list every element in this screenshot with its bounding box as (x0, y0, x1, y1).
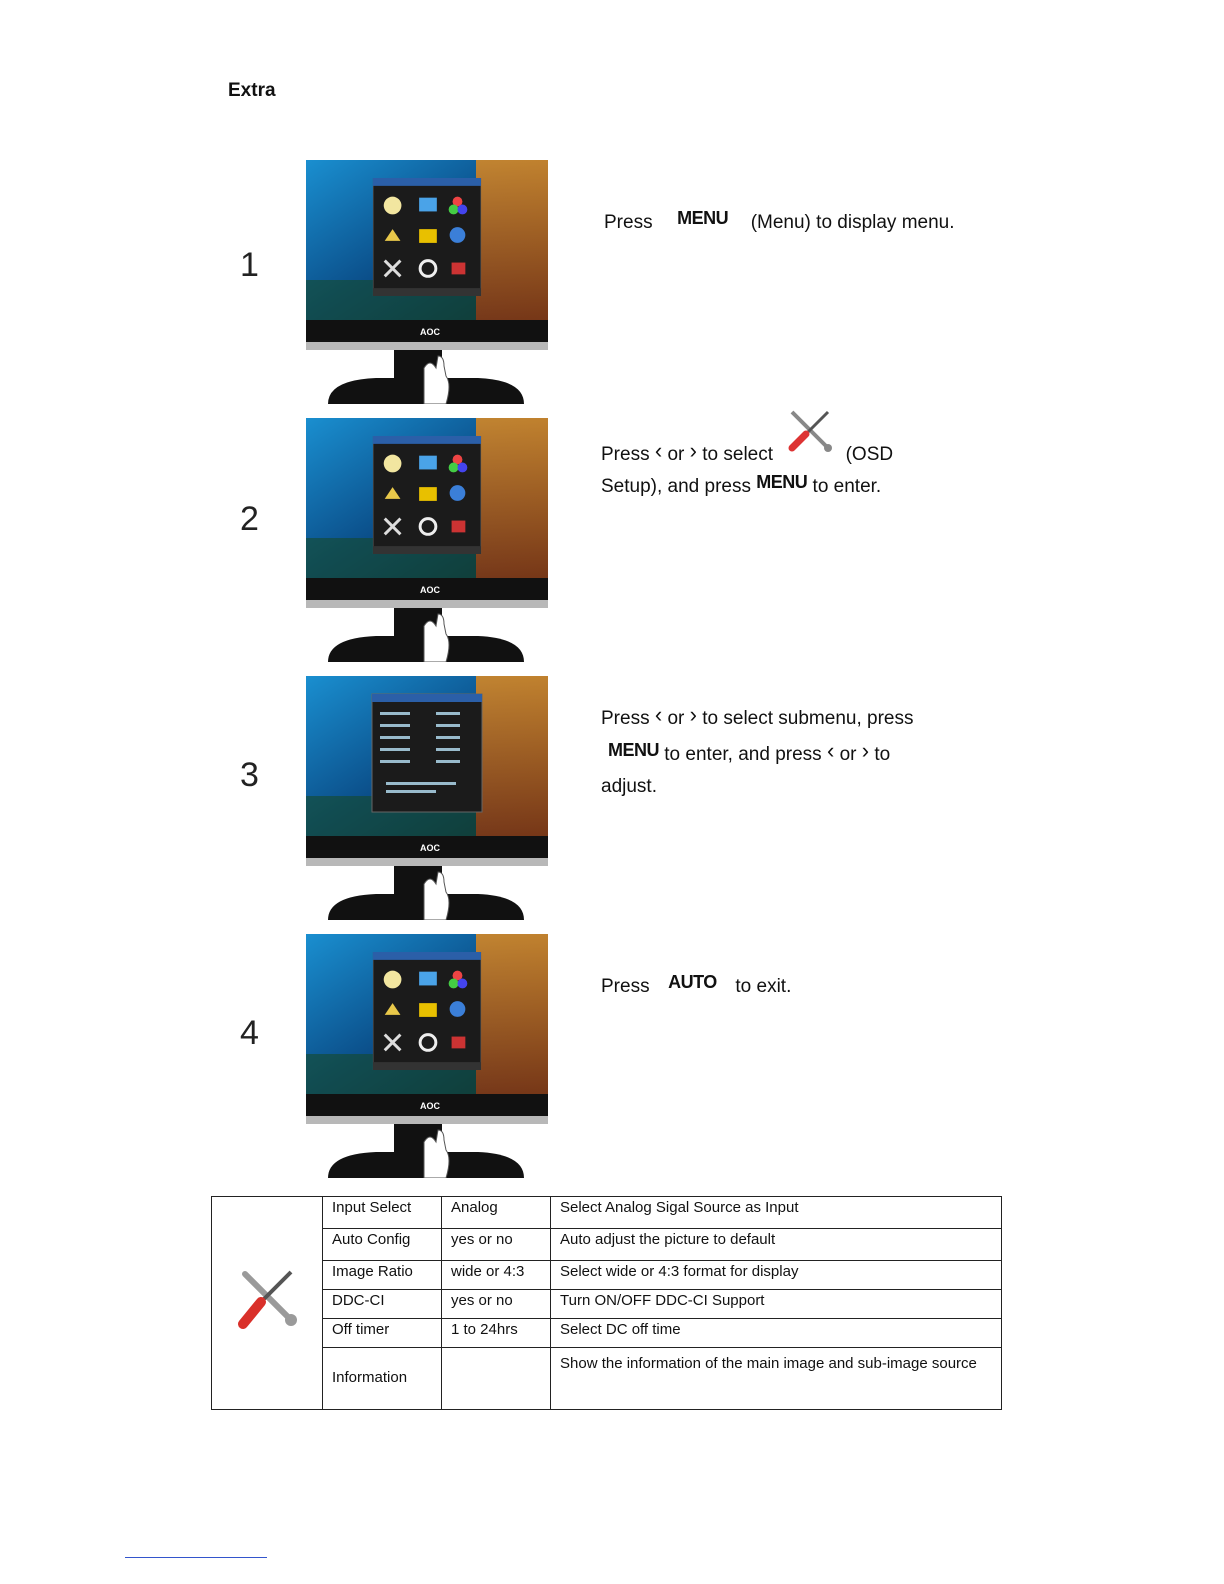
setting-description: Auto adjust the picture to default (551, 1229, 1002, 1261)
instruction-text: to exit. (735, 976, 792, 997)
step-number: 1 (240, 246, 259, 284)
instruction-text: Setup), and press (601, 476, 751, 497)
setting-name: Information (323, 1348, 442, 1410)
auto-key-label: AUTO (668, 972, 717, 992)
instruction-text: or (667, 444, 685, 465)
instruction-text: Press (601, 976, 650, 997)
chevron-left-icon: ‹ (654, 702, 663, 727)
setting-description: Select DC off time (551, 1319, 1002, 1348)
instruction-text: to select (702, 444, 774, 465)
step-number: 2 (240, 500, 259, 538)
step-number: 4 (240, 1014, 259, 1052)
monitor-illustration (306, 934, 548, 1178)
setting-value (442, 1348, 551, 1410)
setting-value: Analog (442, 1197, 551, 1229)
osd-setup-icon (231, 1264, 303, 1336)
menu-key-label: MENU (756, 472, 808, 492)
setting-name: Auto Config (323, 1229, 442, 1261)
table-row (212, 1261, 1002, 1290)
setting-description: Turn ON/OFF DDC-CI Support (551, 1290, 1002, 1319)
instruction-text: (OSD (845, 444, 894, 465)
table-row (212, 1229, 1002, 1261)
tools-icon (778, 440, 840, 460)
table-row (212, 1290, 1002, 1319)
monitor-illustration (306, 676, 548, 920)
setting-description: Show the information of the main image and sub-image source (551, 1348, 1002, 1410)
setting-description: Select wide or 4:3 format for display (551, 1261, 1002, 1290)
step-number: 3 (240, 756, 259, 794)
instruction-text: (Menu) to display menu. (750, 212, 955, 233)
instruction-text: to (874, 744, 891, 765)
osd-setup-icon-cell (212, 1197, 323, 1410)
chevron-right-icon: › (861, 738, 870, 763)
menu-key-label: MENU (677, 208, 729, 228)
instruction-text: Press (601, 444, 650, 465)
setting-value: 1 to 24hrs (442, 1319, 551, 1348)
table-row (212, 1319, 1002, 1348)
setting-value: wide or 4:3 (442, 1261, 551, 1290)
chevron-left-icon: ‹ (826, 738, 835, 763)
setting-name: DDC-CI (323, 1290, 442, 1319)
page-title: Extra (228, 80, 276, 101)
monitor-illustration (306, 160, 548, 404)
instruction-text: to select submenu, press (702, 708, 914, 729)
footer-rule (125, 1557, 267, 1558)
instruction-text: Press (604, 212, 653, 233)
extra-settings-table (211, 1196, 1002, 1410)
setting-name: Image Ratio (323, 1261, 442, 1290)
setting-name: Input Select (323, 1197, 442, 1229)
instruction-text: to enter. (812, 476, 882, 497)
monitor-illustration (306, 418, 548, 662)
menu-key-label: MENU (608, 740, 659, 760)
setting-value: yes or no (442, 1290, 551, 1319)
instruction-text: adjust. (601, 776, 657, 797)
instruction-text: Press (601, 708, 650, 729)
table-row (212, 1197, 1002, 1229)
chevron-right-icon: › (689, 702, 697, 727)
setting-value: yes or no (442, 1229, 551, 1261)
chevron-right-icon: › (689, 438, 697, 463)
instruction-text: or (667, 708, 685, 729)
table-row (212, 1348, 1002, 1410)
instruction-text: or (839, 744, 857, 765)
setting-description: Select Analog Sigal Source as Input (551, 1197, 1002, 1229)
setting-name: Off timer (323, 1319, 442, 1348)
instruction-text: to enter, and press (664, 744, 822, 765)
chevron-left-icon: ‹ (654, 438, 663, 463)
